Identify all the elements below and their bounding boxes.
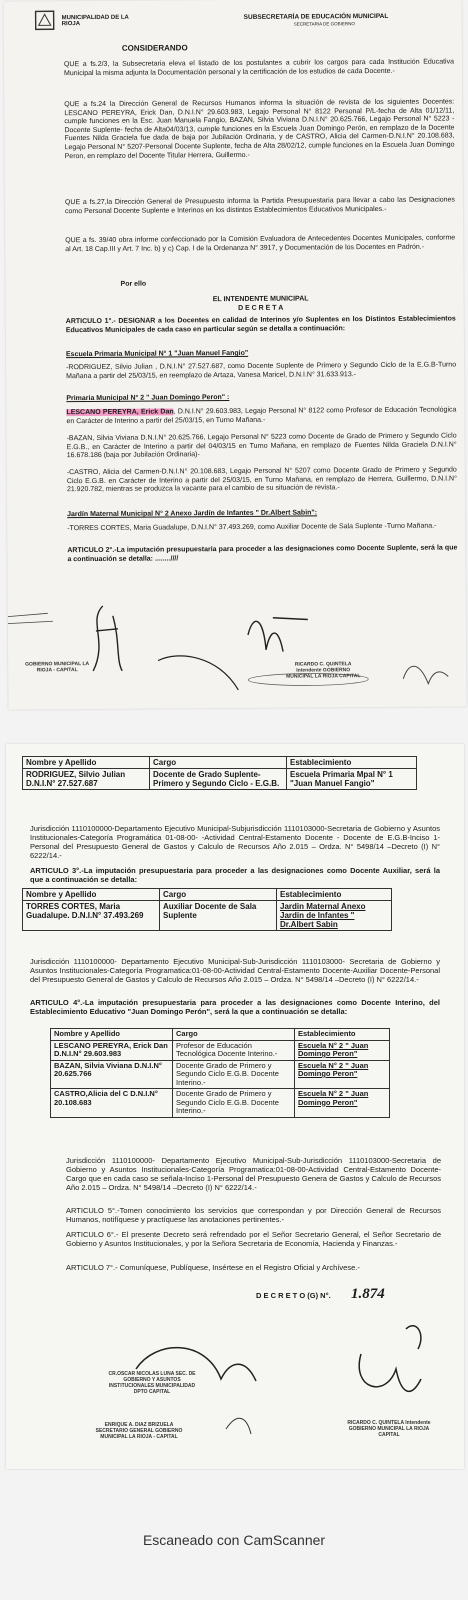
table-header-cell: Cargo	[160, 889, 277, 901]
table-row	[51, 1040, 390, 1060]
table-header-cell: Cargo	[173, 1029, 295, 1041]
escuela-2-title: Primaria Municipal N° 2 " Juan Domingo Peron" :	[66, 394, 230, 403]
header-municipality: MUNICIPALIDAD DE LA RIOJA	[61, 14, 129, 28]
handwritten-signatures	[7, 558, 466, 709]
escuela-2-bazan: -BAZAN, Silvia Viviana D.N.I.N° 20.625.766, Legajo Personal N° 5223 como Docente de Grado de Primero y Segundo Ciclo E.G.B., en Carácter de Interino a partir del 04/03/15 en Turno Mañana, en remplazo de Fuentes Nilda Graciela D.N.I.N° 16.678.186 (baja por Jubilación Ordinaria)-	[66, 432, 457, 460]
jurisdiccion-1: Jurisdicción 1110100000-Departamento Ejecutivo Municipal-Subjurisdicción 1110103000-Secretaria de Gobierno y Asuntos Institucionales-Categoría Programática 01-08-00- -Actividad Central-Estamento Docente - Docente de E.G.B-Inciso 1-Personal del Presupuesto General de Gastos y Calculo de Recursos Año 2.015 – Ordza. N° 5498/14 –Decreto (I) N° 6222/14.-	[30, 824, 440, 860]
escuela-2-castro: -CASTRO, Alicia del Carmen-D.N.I.N° 20.108.683, Legajo Personal N° 5207 como Docente Grado de Primero y Segundo Ciclo E.G.B. en Carácter de Interino a partir del 25/03/15, en Turno Mañana, en remplazo de Herrera, Guillermo, D.N.I.N° 21.920.782, mientras se produzca la vacante para el cambio de su situación de revista.-	[66, 466, 457, 494]
escuela-2-lescano	[66, 406, 456, 426]
table-header-cell: Establecimiento	[295, 1029, 390, 1041]
articulo-4: ARTICULO 4°.-La imputación presupuestaria para proceder a las designaciones como Docente Interino, del Establecimiento Educativo "Juan Domingo Perón", será la que a continuación se detalla:	[30, 998, 440, 1016]
decreto-number: 1.874	[351, 1286, 385, 1302]
paragraph-4: QUE a fs. 39/40 obra informe confeccionado por la Comisión Evaluadora de Antecedentes Docentes Municipales, conforme al Art. 18 Cap.III y Art. 7 Inc. b) y c) Cap. I de la Ordenanza N° 3917, y Documentación de los Docentes en Padrón.-	[65, 234, 456, 253]
table-header-cell: Cargo	[150, 757, 287, 769]
paragraph-2: QUE a fs.24 la Dirección General de Recursos Humanos informa la situación de revista de los siguientes Docentes: LESCANO PEREYRA, Erick Dan, D.N.I.N° 29.603.983, Legajo Personal N° 8122 Personal P/L-fecha de Alta 01/12/11, cumple funciones en la Esc. Juan Manuela Fangio, BAZAN, Silvia Viviana D.N.I.N° 20.625.766, Legajo Personal N° 5223 - Docente Suplente- fecha de Alta04/03/13, cumple funciones en la Escuela Juan Domingo Perón, en remplazo de la Docente Fuentes Nilda Graciela fue dada de baja por Jubilación Ordinaria, y de CASTRO, Alicia del Carmen-D.N.I.N° 20.108.683, Legajo Personal N° 5207-Personal Docente Suplente, fecha de Alta 28/02/12, cumple funciones en la Escuela Juan Domingo Peron, en remplazo del Docente Titular Herrera, Guillermo.-	[64, 98, 455, 160]
lescano-highlight: LESCANO PEREYRA, Erick Dan	[66, 408, 174, 417]
table-row	[51, 1089, 390, 1118]
camscanner-footer	[0, 1470, 468, 1600]
articulo-7: ARTICULO 7°.- Comuníquese, Publíquese, Insértese en el Registro Oficial y Archívese.-	[66, 1263, 360, 1272]
table-cell: RODRIGUEZ, Silvio Julian D.N.I.N° 27.527.687	[23, 769, 150, 790]
table-cell: Escuela N° 2 " Juan Domingo Peron"	[295, 1089, 390, 1118]
table-cell: Profesor de Educación Tecnológica Docente Interino.-	[173, 1040, 295, 1060]
table-header-cell: Establecimiento	[287, 757, 417, 769]
table-header-cell: Nombre y Apellido	[51, 1029, 173, 1041]
table-header-row	[23, 889, 392, 901]
table-header-row	[23, 757, 417, 769]
decreta-heading: D E C R E T A	[238, 304, 284, 312]
escuela-1-body: -RODRIGUEZ, Silvio Julian , D.N.I.N° 27.527.687, como Docente Suplente de Primero y Segundo Ciclo de la E.G.B-Turno Mañana a partir del 25/03/15, en reemplazo de Artaza, Vanesa Maricel, D.N.I.N° 31.633.913.-	[66, 361, 457, 380]
table-auxiliar	[22, 888, 392, 931]
camscanner-label: Escaneado con CamScanner	[142, 1532, 326, 1548]
header-subsecretaria-sub: SECRETARIA DE GOBIERNO	[293, 21, 355, 27]
document-page-2	[6, 744, 464, 1469]
jurisdiccion-3: Jurisdicción 1110100000- Departamento Ejecutivo Municipal-Sub-Jurisdicción 1110103000-Secretaria de Gobierno y Asuntos Institucionales-Categoría Programatica:01-08-00-Actividad Central-Estamento Docente-Cargo que en cada caso se señala-Inciso 1-Personal del Presupuesto Genera de Gastos y Calculo de Recursos Año 2.015 – Ordza. N° 5498/14 –Decreto (I) N° 6222/14.-	[66, 1156, 441, 1192]
table-row	[23, 901, 392, 931]
considerando-heading: CONSIDERANDO	[121, 43, 188, 53]
paragraph-3: QUE a fs.27,la Dirección General de Presupuesto informa la Partida Presupuestaria para llevar a cabo las Designaciones como Personal Docente Suplente e Interinos en los distintos Establecimientos Educativos Municipales.-	[64, 196, 455, 215]
table-header-cell: Nombre y Apellido	[23, 757, 150, 769]
articulo-5: ARTICULO 5°.-Tomen conocimiento los servicios que correspondan y por Dirección General de Recursos Humanos, notifíquese y practíquese las anotaciones pertinentes.-	[66, 1206, 441, 1224]
jardin-body: -TORRES CORTES, Maria Guadalupe, D.N.I.N° 37.493.269, como Auxiliar Docente de Sala Suplente -Turno Mañana.-	[67, 522, 437, 533]
table-cell: Jardin Maternal Anexo Jardin de Infantes " Dr.Albert Sabin	[277, 901, 392, 931]
escuela-1-title: Escuela Primaria Municipal N° 1 "Juan Manuel Fangio"	[65, 349, 249, 359]
table-cell: Auxiliar Docente de Sala Suplente	[160, 901, 277, 931]
table-interino	[50, 1028, 390, 1118]
jardin-title: Jardín Maternal Municipal N° 2 Anexo Jardín de Infantes " Dr.Albert Sabin":	[67, 509, 318, 519]
table-header-cell: Establecimiento	[277, 889, 392, 901]
table-cell: Docente Grado de Primero y Segundo Ciclo E.G.B. Docente Interino.-	[173, 1089, 295, 1118]
por-ello: Por ello	[120, 280, 147, 288]
table-row	[23, 769, 417, 790]
table-header-row	[51, 1029, 390, 1041]
table-cell: BAZAN, Silvia Viviana D.N.I.N° 20.625.766	[51, 1060, 173, 1089]
table-cell: Escuela N° 2 " Juan Domingo Peron"	[295, 1040, 390, 1060]
handwritten-signatures-2	[6, 1299, 464, 1469]
signature-diaz-brizuela: ENRIQUE A. DIAZ BRIZUELA SECRETARIO GENERAL GOBIERNO MUNICIPAL LA RIOJA - CAPITAL	[95, 1422, 183, 1440]
table-cell: TORRES CORTES, Maria Guadalupe. D.N.I.N° 37.493.269	[23, 901, 160, 931]
stamp-intendente: RICARDO C. QUINTELA Intendente GOBIERNO MUNICIPAL LA RIOJA CAPITAL	[286, 661, 361, 680]
signature-luna: CR.OSCAR NICOLAS LUNA SEC. DE GOBIERNO Y ASUNTOS INSTITUCIONALES MUNICIPALIDAD DPTO CAPITAL	[108, 1371, 196, 1395]
paragraph-1: QUE a fs.2/3, la Subsecretaria eleva el listado de los postulantes a cubrir los cargos para cada Institución Educativa Municipal la misma adjunta la Documentación personal y la certificación de los estudios de cada Docente.-	[63, 58, 454, 77]
header-subsecretaria: SUBSECRETARÍA DE EDUCACIÓN MUNICIPAL	[243, 12, 389, 21]
lescano-text: , D.N.I.N° 29.603.983, Legajo Personal N° 8122 como Profesor de Educación Tecnológica en Carácter de Interino a partir del 25/03/15, en Turno Mañana.-	[66, 406, 457, 425]
articulo-3: ARTICULO 3°.-La imputación presupuestaria para proceder a las designaciones como Docente Auxiliar, será la que a continuación se detalla:	[30, 866, 440, 884]
table-cell: Escuela Primaria Mpal N° 1 "Juan Manuel Fangio"	[287, 769, 417, 790]
table-cell: Docente de Grado Suplente-Primero y Segundo Ciclo - E.G.B.	[150, 769, 287, 790]
intendente-heading: EL INTENDENTE MUNICIPAL	[212, 295, 309, 304]
table-header-cell: Nombre y Apellido	[23, 889, 160, 901]
articulo-2: ARTICULO 2°.-La imputación presupuestaria para proceder a las designaciones como Docente Suplente, será la que a continuación se detalla: ........////	[67, 544, 458, 563]
table-cell: LESCANO PEREYRA, Erick Dan D.N.I.N° 29.603.983	[51, 1040, 173, 1060]
articulo-6: ARTICULO 6°.- El presente Decreto será refrendado por el Señor Secretario General, el Señor Secretario de Gobierno y Asuntos Institucionales, y por la Señora Secretaria de Economía, Hacienda y Finanzas.-	[66, 1230, 441, 1248]
articulo-1: ARTICULO 1°.- DESIGNAR a los Docentes en calidad de Interinos y/o Suplentes en los Distintos Establecimientos Educativos Municipales de cada caso en particular según se detalla a continuación:	[65, 315, 456, 334]
decreto-label: D E C R E T O (G) N°.	[256, 1291, 331, 1300]
table-cell: CASTRO,Alicia del C D.N.I.N° 20.108.683	[51, 1089, 173, 1118]
table-cell: Docente Grado de Primero y Segundo Ciclo E.G.B. Docente Interino.-	[173, 1060, 295, 1089]
table-row	[51, 1060, 390, 1089]
stamp-gobierno: GOBIERNO MUNICIPAL LA RIOJA - CAPITAL	[25, 661, 90, 674]
table-cell: Escuela N° 2 " Juan Domingo Peron"	[295, 1060, 390, 1089]
jurisdiccion-2: Jurisdicción 1110100000- Departamento Ejecutivo Municipal-Sub-Jurisdicción 1110103000- Secretaria de Gobierno y Asuntos Institucionales-Categoría Programatica:01-08-00-Actividad Central-Estamento Docente-Auxiliar Docente-Personal del Presupuesto General de Gastos y Calculo de Recursos Año 2.015 – Ordza. N° 5498/14 –Decreto (I) N° 6222/14.-	[30, 957, 440, 984]
table-suplente	[22, 756, 417, 790]
document-page-1	[4, 0, 467, 710]
municipal-logo-icon	[34, 9, 56, 31]
signature-quintela: RICARDO C. QUINTELA Intendente GOBIERNO MUNICIPAL LA RIOJA CAPITAL	[347, 1420, 431, 1438]
